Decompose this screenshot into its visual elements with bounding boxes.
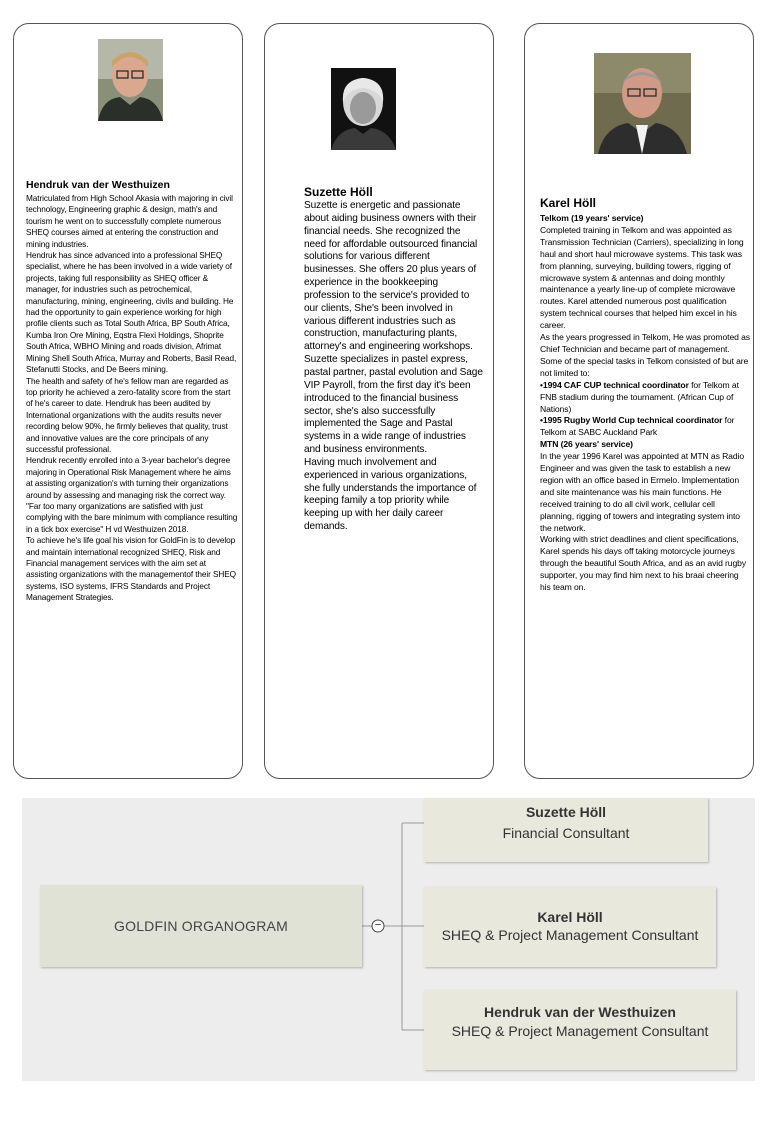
member-role: Financial Consultant — [502, 825, 630, 841]
profile-bio — [304, 200, 484, 534]
organogram — [22, 798, 755, 1081]
profile-name: Karel Höll — [540, 196, 597, 210]
bio-paragraph: Matriculated from High School Akasia with majoring in civil technology, Engineering graphic & design, math's and tourism he went on to successfully complete numerous SHEQ courses aimed at entering the construction and mining industries. — [26, 194, 233, 249]
bio-paragraph: To achieve he's life goal his vision for GoldFin is to develop and maintain international recognized SHEQ, Risk and Financial management services with the aim set at assisting organizations with the managementof their SHEQ systems, ISO systems, IFRS Standards and Project Management Strategies. — [26, 536, 236, 603]
member-name: Hendruk van der Westhuizen — [484, 1004, 676, 1020]
bullet-caf-cup: •1994 CAF CUP technical coordinator for Telkom at FNB stadium during the tournament. (African Cup of Nations) — [540, 379, 739, 414]
profile-card-karel — [524, 23, 754, 779]
bio-paragraph: Completed training in Telkom and was appointed as Transmission Technician (Carriers), specializing in long haul and short haul microwave systems. This task was from planning, surveying, building towers, rigging of microwave system & antennas and doing monthly maintenance a yearly line-up of complete microwave routes. Karel attended numerous post qualification system technical courses that helped him excel in his career. — [540, 224, 744, 331]
organogram-member-node — [424, 990, 736, 1070]
hendruk-photo — [98, 39, 163, 121]
mtn-heading: MTN (26 years' service) — [540, 439, 633, 450]
member-name: Karel Höll — [537, 909, 603, 925]
organogram-member-node — [424, 887, 716, 967]
suzette-photo — [331, 68, 396, 150]
telkom-heading: Telkom (19 years' service) — [540, 213, 644, 223]
bio-paragraph: In the year 1996 Karel was appointed at MTN as Radio Engineer and was given the task to establish a new region with an office based in Ermelo. Implementation and site maintenance was his main functions. He received training to do all civil work, cellular cell planning, rigging of towers and integrating system into the network. — [540, 451, 745, 533]
bio-paragraph: Hendruk recently enrolled into a 3-year bachelor's degree majoring in Operational Risk Management where he aims at assisting organization's with turning their organizations around by assessing and managing risk the correct way. "Far too many organizations are satisfied with just complying with the bare minimum with compliance resulting in a tick box exercise" H vd Westhuizen 2018. — [26, 456, 238, 534]
organogram-member-node — [424, 798, 708, 862]
member-role: SHEQ & Project Management Consultant — [441, 927, 699, 943]
member-role: SHEQ & Project Management Consultant — [451, 1023, 709, 1039]
bullet-rugby-world-cup: •1995 Rugby World Cup technical coordinator for Telkom at SABC Auckland Park — [540, 415, 735, 438]
bio-paragraph: The health and safety of he's fellow man are regarded as top priority he achieved a zero-fatality score from the start of he's career to date. Hendruk has been audited by International organizations with the audits results never recording below 90%, he firmly believes that quality, trust and innovative values are the core principals of any successful professional. — [26, 376, 231, 454]
bio-paragraph: Suzette specializes in pastel express, pastal partner, pastal evolution and Sage VIP Payroll, from the first day it's been introduced to the financial business sector, she's also successfully implemented the Sage and Pastal systems in a wide range of industries and business environments. — [304, 354, 483, 456]
bio-paragraph: Hendruk has since advanced into a professional SHEQ specialist, where he has been involved in a wide variety of projects, taking full responsibility as SHEQ officer & manager, for industries such as petrochemical, manufacturing, mining, engineering, civils and building. He had the opportunity to gain experience working for high profile clients such as Total South Africa, BP South Africa, Kumba Iron Ore Mining, Eqstra Flexi Holdings, Shoprite South Africa, WBHO Mining and roads division, Afrimat Mining Shell South Africa, Murray and Roberts, Basil Read, Stefanutti Stocks, and De Beers mining. — [26, 251, 237, 375]
profile-card-hendruk — [13, 23, 243, 779]
member-name: Suzette Höll — [525, 804, 607, 820]
profile-bio — [540, 213, 750, 594]
bio-paragraph: Working with strict deadlines and client specifications, Karel spends his days off taking motorcycle journeys through the beautiful South Africa, and as an avid rugby supporter, you may find him next to his braai cheering his team on. — [540, 534, 747, 593]
bio-paragraph: As the years progressed in Telkom, He was promoted as Chief Technician and became part of management. Some of the special tasks in Telkom consisted of but are not limited to: — [540, 332, 750, 378]
bio-paragraph: Having much involvement and experienced in various organizations, she fully understands the importance of keeping family a top priority while keeping up with her daily career demands. — [304, 456, 477, 533]
bio-paragraph: Suzette is energetic and passionate about aiding business owners with their financial needs. She recognized the need for affordable outsourced financial solutions for various different businesses. She offers 20 plus years of experience in the bookkeeping profession to the service's provided to our clients, She's been involved in various different industries such as construction, manufacturing plants, attorney's and engineering workshops. — [304, 200, 478, 353]
root-label: GOLDFIN ORGANOGRAM — [114, 918, 288, 934]
profile-card-suzette — [264, 23, 494, 779]
profile-name: Suzette Höll — [304, 185, 373, 199]
karel-photo — [594, 53, 691, 154]
organogram-root-node — [40, 885, 362, 967]
profile-name: Hendruk van der Westhuizen — [26, 179, 170, 191]
collapse-toggle-icon[interactable]: − — [374, 919, 382, 931]
profile-bio — [26, 193, 238, 604]
